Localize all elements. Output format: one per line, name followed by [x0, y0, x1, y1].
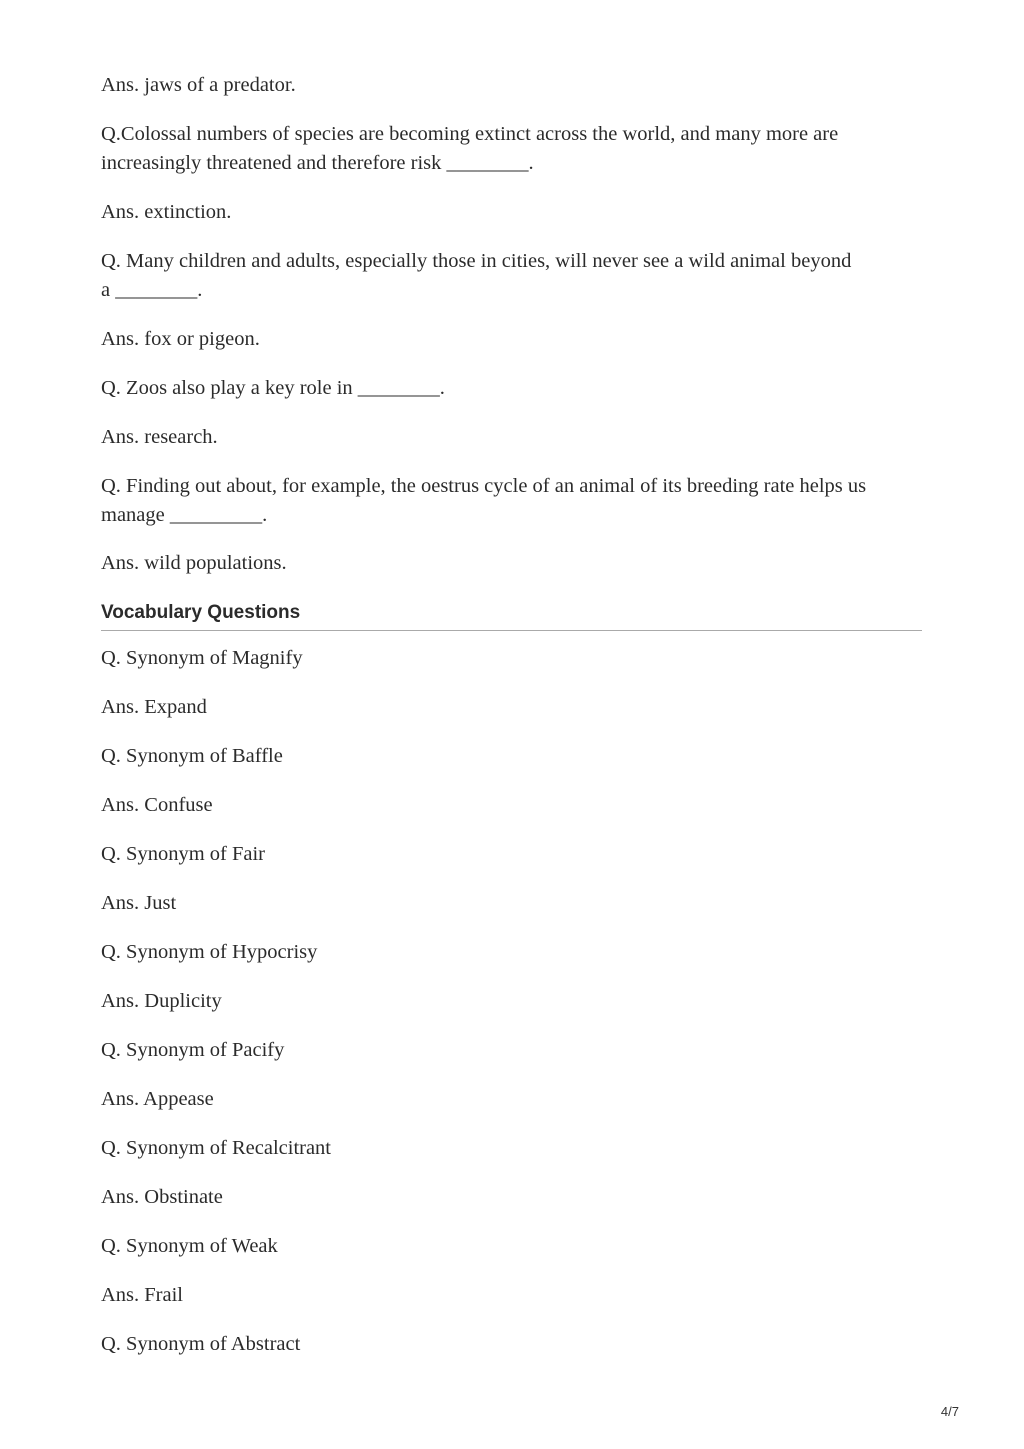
answer-line: Ans. research.	[101, 426, 218, 448]
vocab-question: Q. Synonym of Pacify	[101, 1039, 285, 1061]
answer-line: Ans. wild populations.	[101, 552, 287, 574]
answer-line: Ans. jaws of a predator.	[101, 74, 296, 96]
vocab-question: Q. Synonym of Magnify	[101, 647, 303, 669]
vocab-question: Q. Synonym of Baffle	[101, 745, 283, 767]
answer-line: Ans. fox or pigeon.	[101, 328, 260, 350]
question-line: Q. Many children and adults, especially those in cities, will never see a wild animal beyond a ________.	[101, 250, 852, 301]
section-heading: Vocabulary Questions	[101, 602, 922, 631]
vocab-answer: Ans. Frail	[101, 1284, 183, 1306]
answer-line: Ans. extinction.	[101, 201, 232, 223]
vocab-question: Q. Synonym of Hypocrisy	[101, 941, 318, 963]
question-line: Q.Colossal numbers of species are becoming extinct across the world, and many more are increasingly threatened and therefore risk ________.	[101, 123, 839, 174]
vocab-answer: Ans. Duplicity	[101, 990, 222, 1012]
question-line: Q. Zoos also play a key role in ________.	[101, 377, 445, 399]
vocab-question: Q. Synonym of Recalcitrant	[101, 1137, 332, 1159]
question-line: Q. Finding out about, for example, the oestrus cycle of an animal of its breeding rate helps us manage _________.	[101, 475, 867, 526]
vocab-question: Q. Synonym of Fair	[101, 843, 265, 865]
vocab-answer: Ans. Confuse	[101, 794, 213, 816]
vocab-question: Q. Synonym of Weak	[101, 1235, 278, 1257]
vocab-answer: Ans. Obstinate	[101, 1186, 223, 1208]
page-number: 4/7	[940, 1404, 959, 1419]
vocab-answer: Ans. Expand	[101, 696, 207, 718]
vocab-answer: Ans. Just	[101, 892, 177, 914]
vocab-answer: Ans. Appease	[101, 1088, 214, 1110]
vocab-question: Q. Synonym of Abstract	[101, 1333, 301, 1355]
